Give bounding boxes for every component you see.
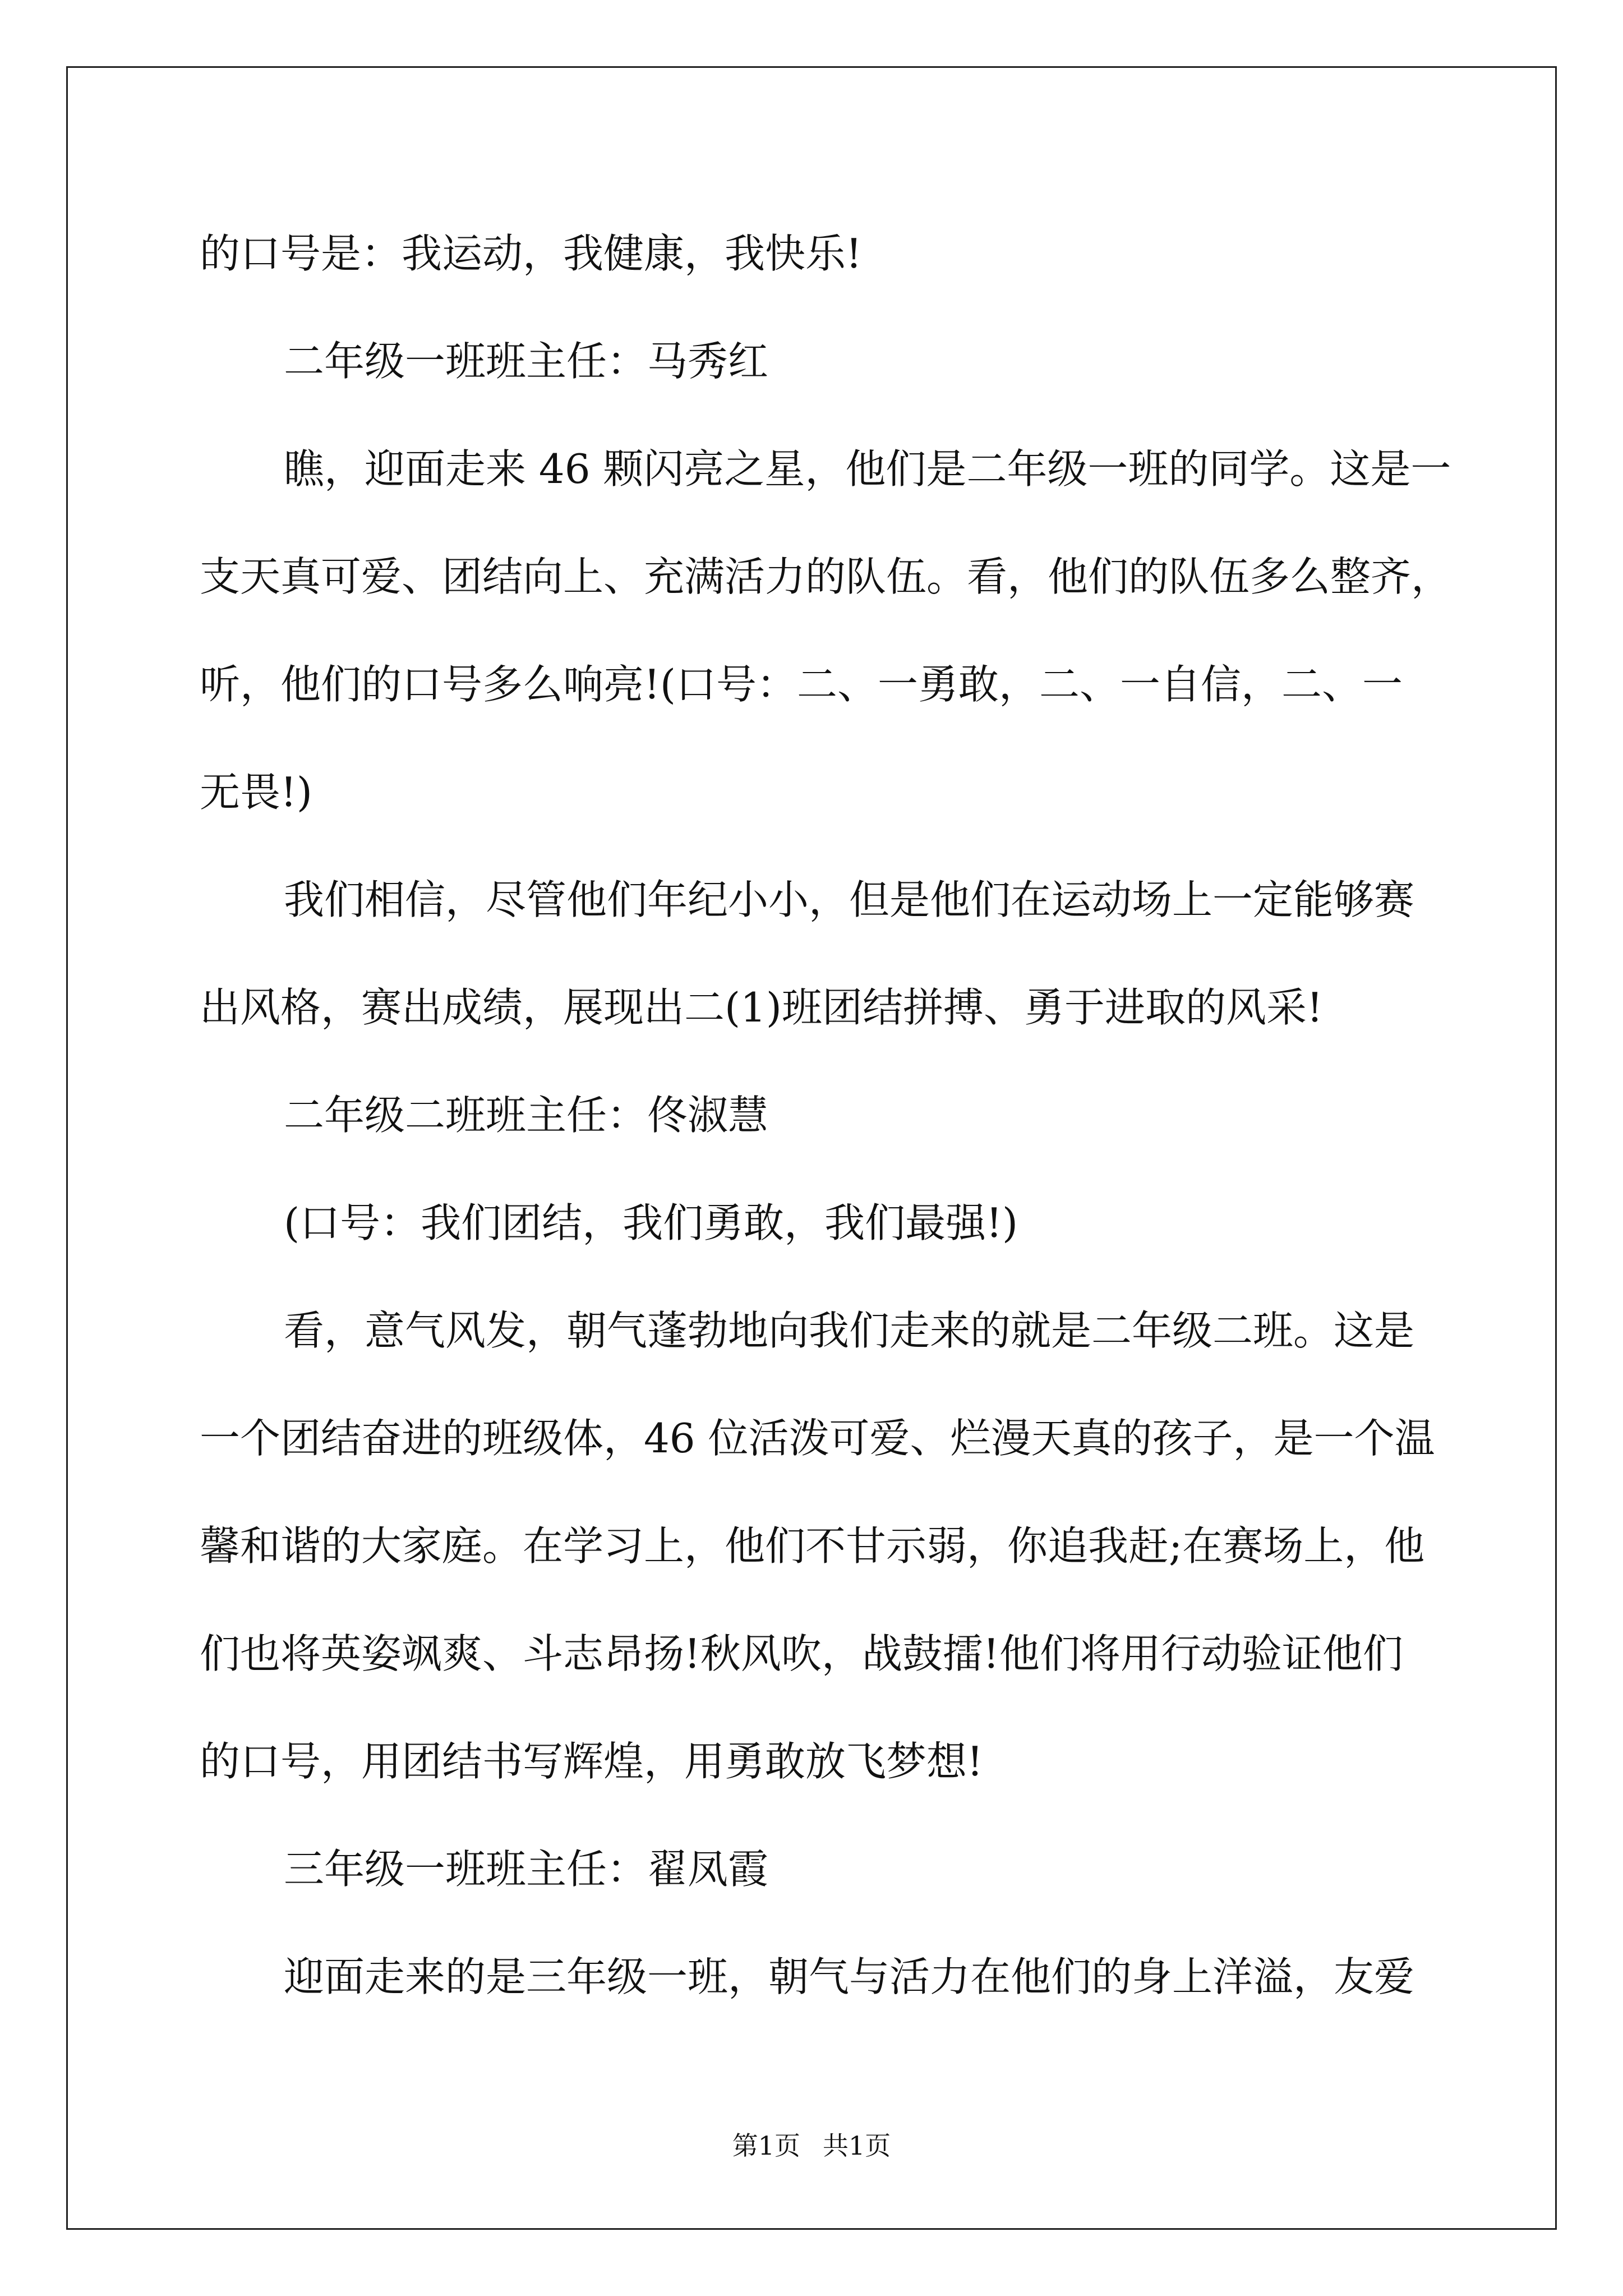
text-line: 无畏!) [200, 769, 313, 816]
text-line: 一个团结奋进的班级体，46 位活泼可爱、烂漫天真的孩子，是一个温 [200, 1415, 1435, 1462]
text-line: 的口号，用团结书写辉煌，用勇敢放飞梦想! [200, 1738, 983, 1785]
document-body [200, 200, 1461, 2031]
text-line: 的口号是：我运动，我健康，我快乐! [200, 230, 862, 277]
text-line: (口号：我们团结，我们勇敢，我们最强!) [284, 1199, 1018, 1246]
text-line: 馨和谐的大家庭。在学习上，他们不甘示弱，你追我赶;在赛场上，他 [200, 1522, 1425, 1570]
text-line: 二年级一班班主任：马秀红 [284, 338, 769, 385]
page-number: 第1页 [732, 2131, 800, 2161]
text-line: 出风格，赛出成绩，展现出二(1)班团结拼搏、勇于进取的风采! [200, 984, 1323, 1031]
text-line: 们也将英姿飒爽、斗志昂扬!秋风吹，战鼓擂!他们将用行动验证他们 [200, 1630, 1403, 1677]
text-line: 二年级二班班主任：佟淑慧 [284, 1092, 769, 1139]
text-line: 三年级一班班主任：翟凤霞 [284, 1846, 769, 1893]
text-line: 看，意气风发，朝气蓬勃地向我们走来的就是二年级二班。这是 [284, 1307, 1415, 1354]
page-total: 共1页 [823, 2131, 891, 2161]
text-line: 支天真可爱、团结向上、充满活力的队伍。看，他们的队伍多么整齐， [200, 553, 1452, 600]
text-line: 迎面走来的是三年级一班，朝气与活力在他们的身上洋溢，友爱 [284, 1953, 1415, 2000]
text-line: 我们相信，尽管他们年纪小小，但是他们在运动场上一定能够赛 [284, 876, 1415, 923]
page-footer [0, 2129, 1623, 2162]
text-line: 瞧，迎面走来 46 颗闪亮之星，他们是二年级一班的同学。这是一 [284, 445, 1451, 493]
text-line: 听，他们的口号多么响亮!(口号：二、一勇敢，二、一自信，二、一 [200, 661, 1403, 708]
